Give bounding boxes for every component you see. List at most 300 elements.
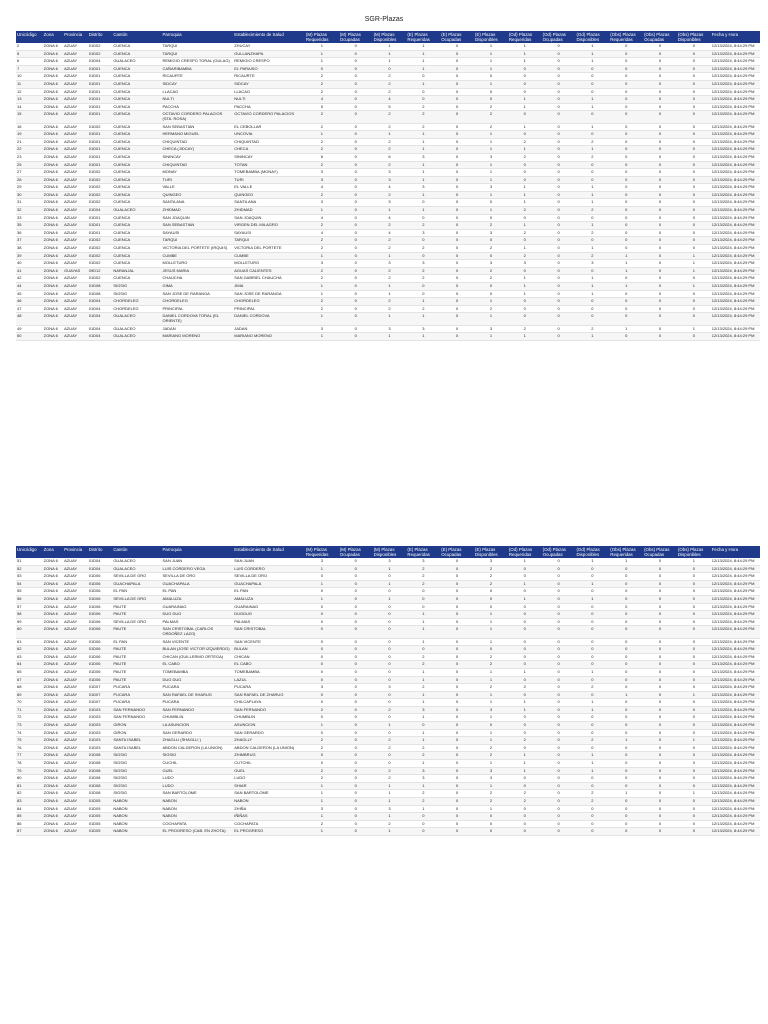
table-cell: 0 xyxy=(609,333,643,341)
table-cell: 0 xyxy=(508,653,542,661)
table-cell: 2 xyxy=(474,111,508,123)
table-cell: AZUAY xyxy=(63,668,88,676)
table-cell: CUENCA xyxy=(112,252,161,260)
table-cell: 0 xyxy=(643,245,677,253)
table-cell: MARIANO MORENO xyxy=(162,333,234,341)
table-cell: LUDO xyxy=(162,782,234,790)
table-cell: CHICAN xyxy=(233,653,305,661)
table-cell: AZUAY xyxy=(63,131,88,139)
table-cell: 1 xyxy=(406,618,440,626)
table-cell: PAUTE xyxy=(112,626,161,638)
table-cell: 0 xyxy=(643,760,677,768)
table-cell: 0 xyxy=(643,325,677,333)
table-cell: COCHAPATA xyxy=(233,820,305,828)
table-cell: 0 xyxy=(643,252,677,260)
table-cell: JESUS MARIA xyxy=(162,267,234,275)
table-cell: 1 xyxy=(406,176,440,184)
table-cell: 12/13/2024, 8:44:29 PM xyxy=(711,260,760,268)
table-cell: 12/13/2024, 8:44:29 PM xyxy=(711,199,760,207)
table-row xyxy=(16,588,760,596)
table-cell: 0 xyxy=(542,618,576,626)
table-cell: 12/13/2024, 8:44:29 PM xyxy=(711,184,760,192)
table-cell: 0 xyxy=(440,73,474,81)
table-cell: 1 xyxy=(373,722,407,730)
table-cell: 0 xyxy=(609,573,643,581)
table-cell: ZONA 6 xyxy=(43,775,63,783)
table-cell: 12/13/2024, 8:44:29 PM xyxy=(711,267,760,275)
table-cell: 0 xyxy=(339,573,373,581)
table-cell: 3 xyxy=(474,153,508,161)
table-cell: PUCARA xyxy=(162,684,234,692)
table-cell: 0 xyxy=(575,744,609,752)
table-cell: 83 xyxy=(16,798,43,806)
table-cell: PRINCIPAL xyxy=(162,305,234,313)
table-cell: 0 xyxy=(339,558,373,565)
table-cell: ZONA 6 xyxy=(43,50,63,58)
table-cell: 59 xyxy=(16,618,43,626)
table-cell: 0 xyxy=(677,684,711,692)
table-cell: 1 xyxy=(474,668,508,676)
table-cell: 0 xyxy=(339,169,373,177)
table-cell: GUALACEO xyxy=(112,207,161,215)
table-cell: 3 xyxy=(474,260,508,268)
table-cell: AZUAY xyxy=(63,214,88,222)
table-cell: 0 xyxy=(339,267,373,275)
table-cell: 0 xyxy=(339,676,373,684)
table-cell: 1 xyxy=(474,43,508,50)
table-cell: BULAN xyxy=(233,646,305,654)
table-cell: 0 xyxy=(575,305,609,313)
table-row xyxy=(16,237,760,245)
table-cell: 0 xyxy=(677,618,711,626)
table-cell: 0 xyxy=(474,199,508,207)
table-cell: 0 xyxy=(643,275,677,283)
table-cell: 1 xyxy=(677,325,711,333)
table-cell: ZONA 6 xyxy=(43,199,63,207)
table-cell: ZONA 6 xyxy=(43,618,63,626)
table-cell: AGUAS CALIENTES xyxy=(233,267,305,275)
table-cell: 0 xyxy=(643,169,677,177)
table-cell: AZUAY xyxy=(63,237,88,245)
table-cell: 1 xyxy=(575,146,609,154)
table-cell: 0 xyxy=(643,313,677,325)
table-cell: 01D03 xyxy=(88,714,113,722)
table-cell: 0 xyxy=(643,80,677,88)
table-cell: 2 xyxy=(373,706,407,714)
table-cell: 1 xyxy=(373,580,407,588)
table-cell: 1 xyxy=(609,252,643,260)
table-row xyxy=(16,699,760,707)
table-cell: 0 xyxy=(440,267,474,275)
table-cell: AZUAY xyxy=(63,65,88,73)
table-cell: 1 xyxy=(406,691,440,699)
table-row xyxy=(16,146,760,154)
table-cell: 0 xyxy=(440,283,474,291)
table-cell: 2 xyxy=(474,123,508,131)
table-cell: AZUAY xyxy=(63,325,88,333)
table-cell: 2 xyxy=(575,207,609,215)
table-cell: 2 xyxy=(373,73,407,81)
table-cell: 2 xyxy=(373,123,407,131)
table-row xyxy=(16,260,760,268)
table-cell: 1 xyxy=(575,58,609,66)
table-cell: 01D01 xyxy=(88,103,113,111)
table-cell: 1 xyxy=(474,58,508,66)
table-cell: 2 xyxy=(406,798,440,806)
table-cell: 2 xyxy=(305,161,339,169)
table-cell: AZUAY xyxy=(63,752,88,760)
table-cell: 0 xyxy=(677,820,711,828)
table-cell: 0 xyxy=(339,275,373,283)
table-cell: 0 xyxy=(677,653,711,661)
table-cell: 0 xyxy=(339,820,373,828)
table-cell: 52 xyxy=(16,565,43,573)
table-cell: 0 xyxy=(575,653,609,661)
table-cell: 0 xyxy=(373,638,407,646)
table-cell: 0 xyxy=(474,588,508,596)
column-header: (E) Plazas Disponibles xyxy=(474,31,508,43)
table-cell: 1 xyxy=(373,43,407,50)
table-cell: SANTA ISABEL xyxy=(112,737,161,745)
table-cell: 1 xyxy=(373,782,407,790)
table-cell: ZONA 6 xyxy=(43,58,63,66)
table-cell: 0 xyxy=(609,65,643,73)
table-cell: 12/13/2024, 8:44:29 PM xyxy=(711,618,760,626)
table-cell: ZONA 6 xyxy=(43,676,63,684)
table-cell: ZHIDMAD xyxy=(162,207,234,215)
table-cell: 0 xyxy=(542,580,576,588)
table-cell: 0 xyxy=(643,706,677,714)
table-cell: SANTA ISABEL xyxy=(112,744,161,752)
table-cell: 0 xyxy=(609,298,643,306)
table-cell: DUGDUG xyxy=(233,611,305,619)
table-cell: SAN JOAQUIN xyxy=(233,214,305,222)
table-cell: 1 xyxy=(575,191,609,199)
table-cell: 0 xyxy=(305,691,339,699)
table-cell: 3 xyxy=(508,260,542,268)
table-cell: 63 xyxy=(16,653,43,661)
table-cell: 0 xyxy=(575,646,609,654)
table-cell: 12/13/2024, 8:44:29 PM xyxy=(711,58,760,66)
table-cell: 2 xyxy=(16,43,43,50)
table-cell: 12/13/2024, 8:44:29 PM xyxy=(711,176,760,184)
table-cell: 12/13/2024, 8:44:29 PM xyxy=(711,603,760,611)
table-cell: 2 xyxy=(406,305,440,313)
table-cell: 0 xyxy=(575,313,609,325)
table-cell: ZONA 6 xyxy=(43,684,63,692)
table-cell: AZUAY xyxy=(63,260,88,268)
table-cell: 70 xyxy=(16,699,43,707)
table-cell: ZONA 6 xyxy=(43,260,63,268)
table-cell: 0 xyxy=(440,638,474,646)
table-cell: EL PROGRESO (CAB. EN ZHOTA) xyxy=(162,828,234,836)
table-row xyxy=(16,676,760,684)
table-cell: 0 xyxy=(339,767,373,775)
table-cell: AZUAY xyxy=(63,744,88,752)
table-cell: 0 xyxy=(440,80,474,88)
table-cell: AZUAY xyxy=(63,653,88,661)
table-cell: 1 xyxy=(575,103,609,111)
table-cell: 0 xyxy=(643,138,677,146)
table-cell: 0 xyxy=(643,775,677,783)
table-cell: 2 xyxy=(406,103,440,111)
table-cell: 12/13/2024, 8:44:29 PM xyxy=(711,813,760,821)
table-cell: 2 xyxy=(406,275,440,283)
table-cell: NULTI xyxy=(233,96,305,104)
table-cell: 12/13/2024, 8:44:29 PM xyxy=(711,96,760,104)
column-header: (M) Plazas Requeridas xyxy=(305,546,339,558)
table-cell: ZONA 6 xyxy=(43,191,63,199)
table-cell: 0 xyxy=(339,798,373,806)
table-cell: ZONA 6 xyxy=(43,111,63,123)
table-cell: 1 xyxy=(305,50,339,58)
table-cell: 0 xyxy=(609,131,643,139)
table-cell: 0 xyxy=(609,222,643,230)
table-cell: 1 xyxy=(373,790,407,798)
table-cell: 2 xyxy=(474,661,508,669)
table-cell: 4 xyxy=(373,229,407,237)
table-cell: CUTCHIL xyxy=(233,760,305,768)
table-row xyxy=(16,176,760,184)
table-cell: 1 xyxy=(474,138,508,146)
table-cell: 2 xyxy=(474,267,508,275)
table-cell: 3 xyxy=(474,184,508,192)
table-cell: 0 xyxy=(677,805,711,813)
table-cell: 0 xyxy=(508,603,542,611)
table-cell: 0 xyxy=(542,325,576,333)
table-cell: 64 xyxy=(16,661,43,669)
table-cell: 0 xyxy=(406,828,440,836)
table-cell: 0 xyxy=(373,752,407,760)
table-cell: 0 xyxy=(575,618,609,626)
table-cell: 0 xyxy=(440,123,474,131)
table-cell: 12/13/2024, 8:44:29 PM xyxy=(711,653,760,661)
table-cell: 0 xyxy=(474,595,508,603)
table-cell: 01D06 xyxy=(88,580,113,588)
table-cell: 0 xyxy=(575,714,609,722)
table-cell: LUIS CORDERO xyxy=(233,565,305,573)
table-cell: 1 xyxy=(508,699,542,707)
table-cell: 0 xyxy=(339,176,373,184)
table-cell: 1 xyxy=(474,611,508,619)
table-cell: 0 xyxy=(609,207,643,215)
table-cell: AZUAY xyxy=(63,184,88,192)
table-cell: 2 xyxy=(373,111,407,123)
table-cell: 2 xyxy=(474,245,508,253)
table-cell: ZONA 6 xyxy=(43,313,63,325)
table-cell: 1 xyxy=(508,245,542,253)
table-cell: 0 xyxy=(508,588,542,596)
table-cell: EL VALLE xyxy=(233,184,305,192)
table-cell: CUENCA xyxy=(112,191,161,199)
table-cell: 3 xyxy=(406,184,440,192)
table-cell: PAUTE xyxy=(112,603,161,611)
table-row xyxy=(16,752,760,760)
table-cell: 0 xyxy=(440,805,474,813)
table-cell: 01D05 xyxy=(88,798,113,806)
table-cell: 3 xyxy=(406,229,440,237)
table-cell: PAUTE xyxy=(112,611,161,619)
table-cell: EL PAN xyxy=(162,588,234,596)
table-cell: 15 xyxy=(16,111,43,123)
table-cell: 0 xyxy=(542,611,576,619)
table-cell: SAN BARTOLOME xyxy=(233,790,305,798)
table-cell: 86 xyxy=(16,820,43,828)
table-cell: SIGSIG xyxy=(112,790,161,798)
table-cell: 1 xyxy=(575,123,609,131)
table-cell: 0 xyxy=(440,699,474,707)
table-cell: 0 xyxy=(609,565,643,573)
table-cell: AZUAY xyxy=(63,161,88,169)
table-cell: 0 xyxy=(542,313,576,325)
table-cell: 0 xyxy=(609,684,643,692)
table-cell: 0 xyxy=(643,260,677,268)
table-cell: ZONA 6 xyxy=(43,737,63,745)
table-cell: GUALACEO xyxy=(112,325,161,333)
table-cell: 12/13/2024, 8:44:29 PM xyxy=(711,252,760,260)
table-row xyxy=(16,790,760,798)
table-cell: 1 xyxy=(373,798,407,806)
table-cell: 01D01 xyxy=(88,96,113,104)
table-cell: 3 xyxy=(373,199,407,207)
table-cell: 2 xyxy=(406,684,440,692)
table-cell: 0 xyxy=(643,661,677,669)
table-cell: 1 xyxy=(373,50,407,58)
table-cell: ZONA 6 xyxy=(43,626,63,638)
table-cell: 0 xyxy=(339,588,373,596)
table-cell: 0 xyxy=(305,676,339,684)
table-cell: 1 xyxy=(406,760,440,768)
table-cell: 12/13/2024, 8:44:29 PM xyxy=(711,790,760,798)
table-cell: 0 xyxy=(440,626,474,638)
table-row xyxy=(16,58,760,66)
table-cell: 30 xyxy=(16,191,43,199)
table-cell: ZONA 6 xyxy=(43,798,63,806)
table-cell: 0 xyxy=(609,760,643,768)
table-cell: 1 xyxy=(305,580,339,588)
table-cell: 0 xyxy=(575,782,609,790)
table-cell: 0 xyxy=(575,80,609,88)
table-cell: SAN JUAN xyxy=(162,558,234,565)
table-cell: 21 xyxy=(16,138,43,146)
table-cell: 0 xyxy=(440,96,474,104)
column-header: (Od) Plazas Requeridas xyxy=(508,546,542,558)
table-cell: 01D08 xyxy=(88,760,113,768)
table-cell: 01D02 xyxy=(88,199,113,207)
table-cell: ZONA 6 xyxy=(43,252,63,260)
table-cell: 0 xyxy=(339,752,373,760)
table-cell: 80 xyxy=(16,775,43,783)
table-cell: 1 xyxy=(575,333,609,341)
table-cell: 01D07 xyxy=(88,699,113,707)
table-cell: 1 xyxy=(373,565,407,573)
table-cell: GULLANZHAPA xyxy=(233,50,305,58)
table-cell: GUACHAPALA xyxy=(112,580,161,588)
table-cell: 0 xyxy=(542,752,576,760)
table-cell: 27 xyxy=(16,169,43,177)
table-cell: 1 xyxy=(305,43,339,50)
table-cell: 01D01 xyxy=(88,138,113,146)
table-cell: 0 xyxy=(677,245,711,253)
table-cell: 31 xyxy=(16,199,43,207)
table-row xyxy=(16,828,760,836)
table-cell: 0 xyxy=(542,767,576,775)
table-cell: 0 xyxy=(474,290,508,298)
table-cell: 01D08 xyxy=(88,790,113,798)
table-cell: 12/13/2024, 8:44:29 PM xyxy=(711,820,760,828)
table-cell: 0 xyxy=(609,161,643,169)
table-cell: ZONA 6 xyxy=(43,80,63,88)
table-cell: 1 xyxy=(508,184,542,192)
table-cell: 1 xyxy=(305,813,339,821)
table-cell: 0 xyxy=(542,146,576,154)
table-cell: 4 xyxy=(373,184,407,192)
table-cell: CHUMBLIN xyxy=(162,714,234,722)
table-cell: 1 xyxy=(305,798,339,806)
table-cell: 0 xyxy=(373,618,407,626)
table-cell: 01D02 xyxy=(88,184,113,192)
table-cell: 0 xyxy=(339,813,373,821)
table-cell: PUCARA xyxy=(162,699,234,707)
table-cell: 0 xyxy=(373,646,407,654)
table-cell: 2 xyxy=(508,252,542,260)
table-cell: 1 xyxy=(373,131,407,139)
table-cell: 79 xyxy=(16,767,43,775)
table-cell: 01D08 xyxy=(88,767,113,775)
table-cell: 3 xyxy=(373,176,407,184)
table-cell: 12/13/2024, 8:44:29 PM xyxy=(711,580,760,588)
table-cell: 0 xyxy=(474,237,508,245)
table-cell: 2 xyxy=(305,820,339,828)
table-cell: 57 xyxy=(16,603,43,611)
table-cell: 0 xyxy=(643,580,677,588)
table-cell: 0 xyxy=(542,96,576,104)
table-cell: 3 xyxy=(305,169,339,177)
table-cell: PAUTE xyxy=(112,646,161,654)
table-cell: 0 xyxy=(542,153,576,161)
table-row xyxy=(16,580,760,588)
table-cell: 12/13/2024, 8:44:29 PM xyxy=(711,207,760,215)
table-cell: ZONA 6 xyxy=(43,638,63,646)
table-cell: PAUTE xyxy=(112,661,161,669)
table-cell: 1 xyxy=(575,290,609,298)
table-cell: SIGSIG xyxy=(112,752,161,760)
table-cell: 0 xyxy=(542,333,576,341)
table-cell: NABON xyxy=(112,828,161,836)
table-cell: 0 xyxy=(677,298,711,306)
table-cell: DANIEL CORDOVA xyxy=(233,313,305,325)
table-cell: AZUAY xyxy=(63,573,88,581)
table-cell: AZUAY xyxy=(63,699,88,707)
table-cell: TURI xyxy=(162,176,234,184)
table-cell: 0 xyxy=(339,283,373,291)
table-cell: 45 xyxy=(16,290,43,298)
table-cell: GUEL xyxy=(233,767,305,775)
column-header: Distrito xyxy=(88,31,113,43)
table-cell: VIRGEN DEL MILAGRO xyxy=(233,222,305,230)
table-cell: 1 xyxy=(474,760,508,768)
table-cell: SIGSIG xyxy=(112,775,161,783)
table-cell: 67 xyxy=(16,676,43,684)
table-cell: 12/13/2024, 8:44:29 PM xyxy=(711,611,760,619)
table-cell: 01D05 xyxy=(88,828,113,836)
table-cell: ZONA 6 xyxy=(43,88,63,96)
table-cell: 01D02 xyxy=(88,123,113,131)
table-cell: 0 xyxy=(643,176,677,184)
table-cell: UNCOVIA xyxy=(233,131,305,139)
table-cell: 1 xyxy=(474,65,508,73)
table-cell: EL CEBOLLAR xyxy=(233,123,305,131)
